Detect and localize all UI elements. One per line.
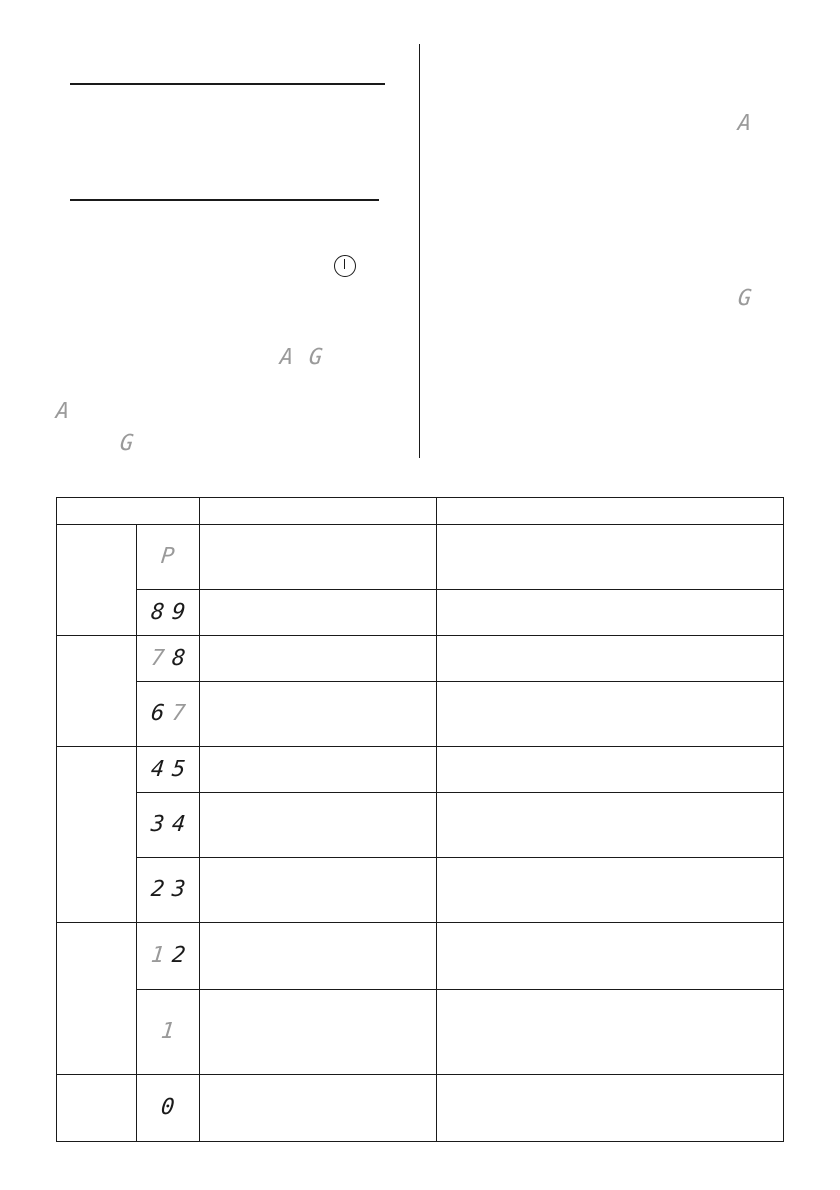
table-row: [57, 923, 784, 990]
desc-cell: [200, 923, 437, 990]
column-divider: [419, 44, 420, 458]
table-row: [57, 636, 784, 682]
glyph-cell: [137, 682, 200, 747]
glyph-set: [161, 545, 174, 569]
seven-seg-glyph: G: [118, 431, 135, 456]
table-row: [57, 525, 784, 590]
seven-seg-glyph: 8: [170, 645, 187, 671]
table-row: [57, 858, 784, 923]
desc-cell: [200, 636, 437, 682]
glyph-set: [151, 702, 186, 726]
group-cell: [57, 525, 137, 636]
table-header-row: [57, 498, 784, 525]
table-row: [57, 747, 784, 793]
note-cell: [437, 1075, 784, 1142]
seven-seg-glyph: 1: [160, 1019, 176, 1044]
glyph-cell: [137, 590, 200, 636]
right-glyph-a: [738, 112, 751, 136]
note-cell: [437, 923, 784, 990]
seven-seg-glyph: P: [160, 544, 176, 569]
header-cell: [57, 498, 200, 525]
seven-seg-glyph: 9: [170, 599, 187, 625]
desc-cell: [200, 525, 437, 590]
note-cell: [437, 682, 784, 747]
desc-cell: [200, 1075, 437, 1142]
glyph-set: [151, 647, 186, 671]
glyph-cell: [137, 525, 200, 590]
desc-cell: [200, 747, 437, 793]
seven-seg-glyph: G: [307, 345, 324, 370]
glyph-set: [151, 878, 186, 902]
power-icon: [334, 255, 356, 277]
glyph-set: [151, 813, 186, 837]
seven-seg-glyph: A: [736, 111, 753, 136]
seven-seg-glyph: 7: [149, 645, 166, 671]
seven-seg-glyph: 3: [149, 812, 166, 837]
seven-seg-glyph: 7: [170, 701, 187, 726]
desc-cell: [200, 858, 437, 923]
seven-seg-glyph: 4: [170, 812, 187, 837]
glyph-set: [161, 1020, 174, 1044]
seven-seg-glyph: 0: [160, 1095, 176, 1120]
glyph-cell: [137, 747, 200, 793]
glyph-line-a: [56, 400, 69, 424]
note-cell: [437, 636, 784, 682]
seven-seg-glyph: 8: [149, 599, 166, 625]
seven-seg-glyph: A: [278, 345, 295, 370]
glyph-set: [151, 758, 186, 782]
table-row: [57, 793, 784, 858]
seven-seg-glyph: 3: [170, 877, 187, 902]
group-cell: [57, 636, 137, 747]
note-cell: [437, 793, 784, 858]
glyph-set: [151, 944, 186, 968]
desc-cell: [200, 793, 437, 858]
header-cell: [437, 498, 784, 525]
glyph-line-g: [120, 432, 133, 456]
table-row: [57, 1075, 784, 1142]
note-cell: [437, 590, 784, 636]
power-level-table: [56, 497, 784, 1142]
seven-seg-glyph: A: [54, 399, 71, 424]
group-cell: [57, 923, 137, 1075]
glyph-set: [151, 601, 186, 625]
glyph-cell: [137, 990, 200, 1075]
seven-seg-glyph: 2: [149, 877, 166, 902]
right-glyph-g: [738, 287, 751, 311]
table-row: [57, 990, 784, 1075]
glyph-cell: [137, 636, 200, 682]
note-cell: [437, 990, 784, 1075]
header-cell: [200, 498, 437, 525]
desc-cell: [200, 590, 437, 636]
seven-seg-glyph: 6: [149, 701, 166, 726]
glyph-cell: [137, 793, 200, 858]
top-rule-1: [70, 83, 385, 85]
note-cell: [437, 525, 784, 590]
table-row: [57, 590, 784, 636]
desc-cell: [200, 682, 437, 747]
note-cell: [437, 858, 784, 923]
seven-seg-glyph: 4: [149, 756, 166, 782]
seven-seg-glyph: G: [736, 286, 753, 311]
seven-seg-glyph: 5: [170, 756, 187, 782]
seven-seg-glyph: 1: [149, 943, 166, 968]
inline-glyphs-a-g: [280, 346, 323, 370]
table-row: [57, 682, 784, 747]
glyph-cell: [137, 923, 200, 990]
group-cell: [57, 747, 137, 923]
glyph-cell: [137, 1075, 200, 1142]
desc-cell: [200, 990, 437, 1075]
seven-seg-glyph: 2: [170, 943, 187, 968]
glyph-cell: [137, 858, 200, 923]
glyph-set: [161, 1096, 174, 1120]
note-cell: [437, 747, 784, 793]
group-cell: [57, 1075, 137, 1142]
top-rule-2: [70, 199, 379, 201]
